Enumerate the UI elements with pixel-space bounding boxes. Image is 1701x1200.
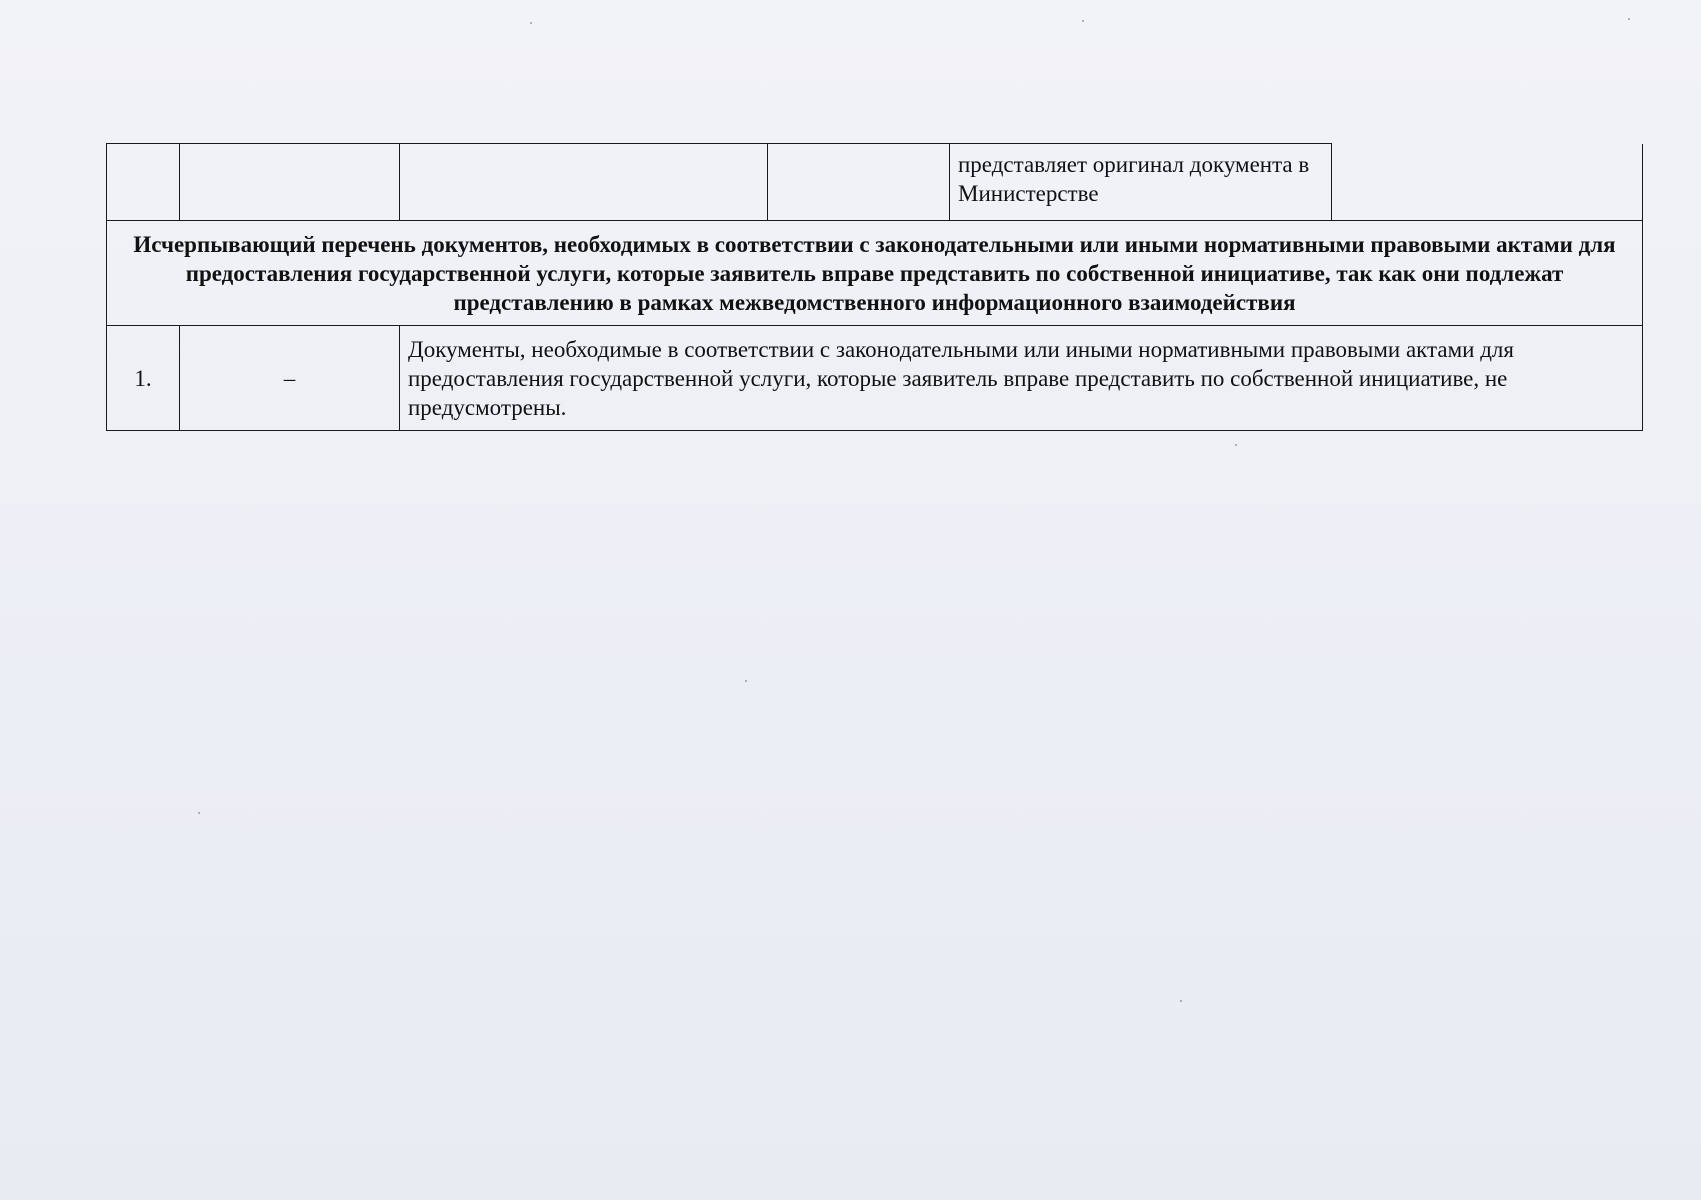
scan-speck [745,680,747,682]
scan-speck [1180,1000,1182,1002]
table-cell-category [180,144,400,221]
table-cell-document [400,144,768,221]
scan-speck [1628,18,1630,20]
table-cell-count [768,144,950,221]
table-row-continued [107,144,1643,221]
scan-speck [1235,444,1237,446]
row-description: Документы, необходимые в соответствии с законодательными или иными нормативными правовыми актами для предоставления государственной услуги, которые заявитель вправе представить по собственной инициативе, не предусмотрены. [400,326,1643,431]
scan-speck [1082,20,1084,22]
row-category: – [180,326,400,431]
scan-speck [530,22,532,24]
section-heading: Исчерпывающий перечень документов, необходимых в соответствии с законодательными или иными нормативными правовыми актами для предоставления государственной услуги, которые заявитель вправе представить по собственной инициативе, так как они подлежат представлению в рамках межведомственного информационного взаимодействия [107,221,1643,326]
table-cell-empty [1332,144,1643,221]
table-cell-note: представляет оригинал документа в Министерстве [950,144,1332,221]
table-cell-number [107,144,180,221]
scan-speck [198,812,200,814]
row-number: 1. [107,326,180,431]
section-heading-row [107,221,1643,326]
table-row [107,326,1643,431]
documents-table [106,143,1643,431]
